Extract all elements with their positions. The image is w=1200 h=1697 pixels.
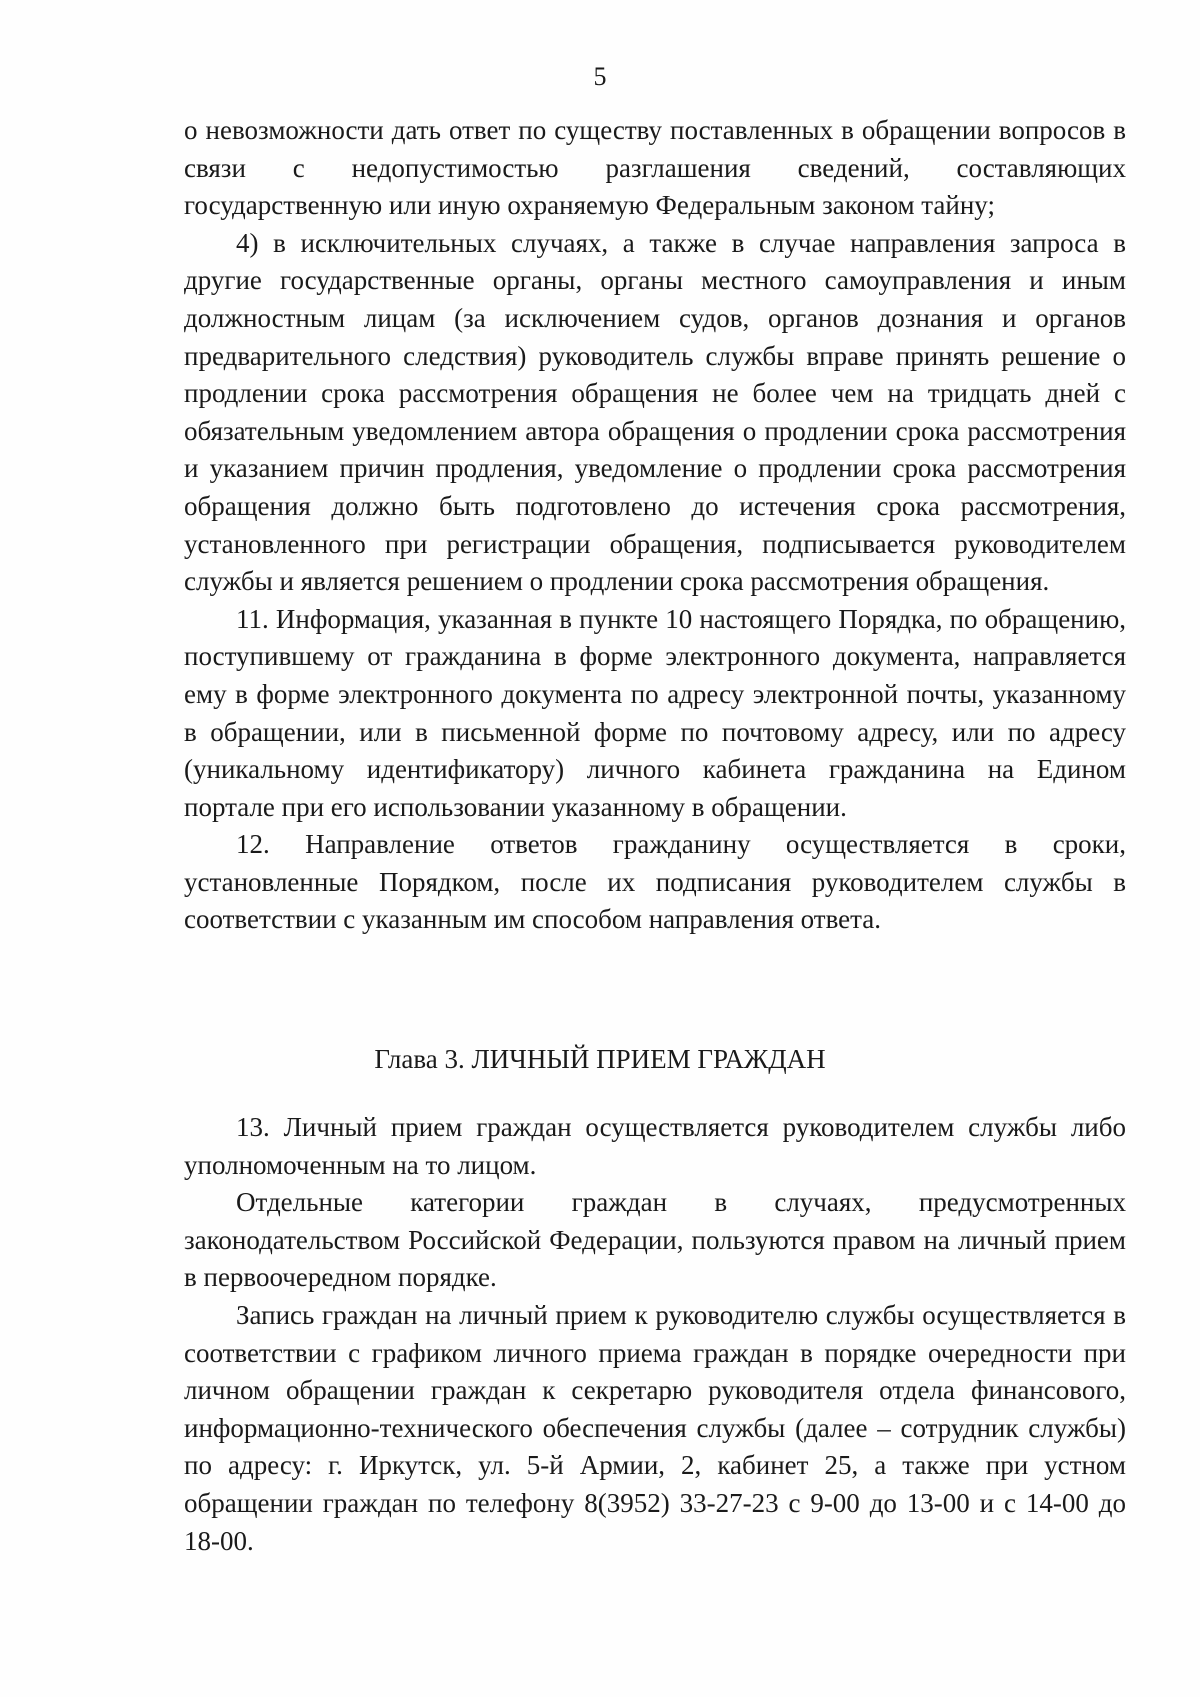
paragraph: 12. Направление ответов гражданину осуществляется в сроки, установленные Порядком, после их подписания руководителем службы в соответствии с указанным им способом направления ответа. (184, 829, 1126, 935)
paragraph: Отдельные категории граждан в случаях, предусмотренных законодательством Российской Федерации, пользуются правом на личный прием в первоочередном порядке. (184, 1187, 1126, 1293)
text-block-after-heading (184, 1109, 1126, 1560)
chapter-heading: Глава 3. ЛИЧНЫЙ ПРИЕМ ГРАЖДАН (374, 1044, 826, 1074)
paragraph: 11. Информация, указанная в пункте 10 настоящего Порядка, по обращению, поступившему от гражданина в форме электронного документа, направляется ему в форме электронного документа по адресу электронной почты, указанному в обращении, или в письменной форме по почтовому адресу, или по адресу (уникальному идентификатору) личного кабинета гражданина на Едином портале при его использовании указанному в обращении. (184, 603, 1126, 822)
paragraph: Запись граждан на личный прием к руководителю службы осуществляется в соответствии с графиком личного приема граждан в порядке очередности при личном обращении граждан к секретарю руководителя отдела финансового, информационно-технического обеспечения службы (далее – сотрудник службы) по адресу: г. Иркутск, ул. 5-й Армии, 2, кабинет 25, а также при устном обращении граждан по телефону 8(3952) 33-27-23 с 9-00 до 13-00 и с 14-00 до 18-00. (184, 1299, 1126, 1556)
paragraph: 13. Личный прием граждан осуществляется руководителем службы либо уполномоченным на то лицом. (184, 1112, 1126, 1180)
paragraph: о невозможности дать ответ по существу поставленных в обращении вопросов в связи с недопустимостью разглашения сведений, составляющих государственную или иную охраняемую Федеральным законом тайну; (184, 115, 1126, 221)
page-number: 5 (593, 62, 607, 91)
paragraph: 4) в исключительных случаях, а также в случае направления запроса в другие государственные органы, органы местного самоуправления и иным должностным лицам (за исключением судов, органов дознания и органов предварительного следствия) руководитель службы вправе принять решение о продлении срока рассмотрения обращения не более чем на тридцать дней с обязательным уведомлением автора обращения о продлении срока рассмотрения и указанием причин продления, уведомление о продлении срока рассмотрения обращения должно быть подготовлено до истечения срока рассмотрения, установленного при регистрации обращения, подписывается руководителем службы и является решением о продлении срока рассмотрения обращения. (184, 227, 1126, 597)
text-block-before-heading (184, 112, 1126, 939)
